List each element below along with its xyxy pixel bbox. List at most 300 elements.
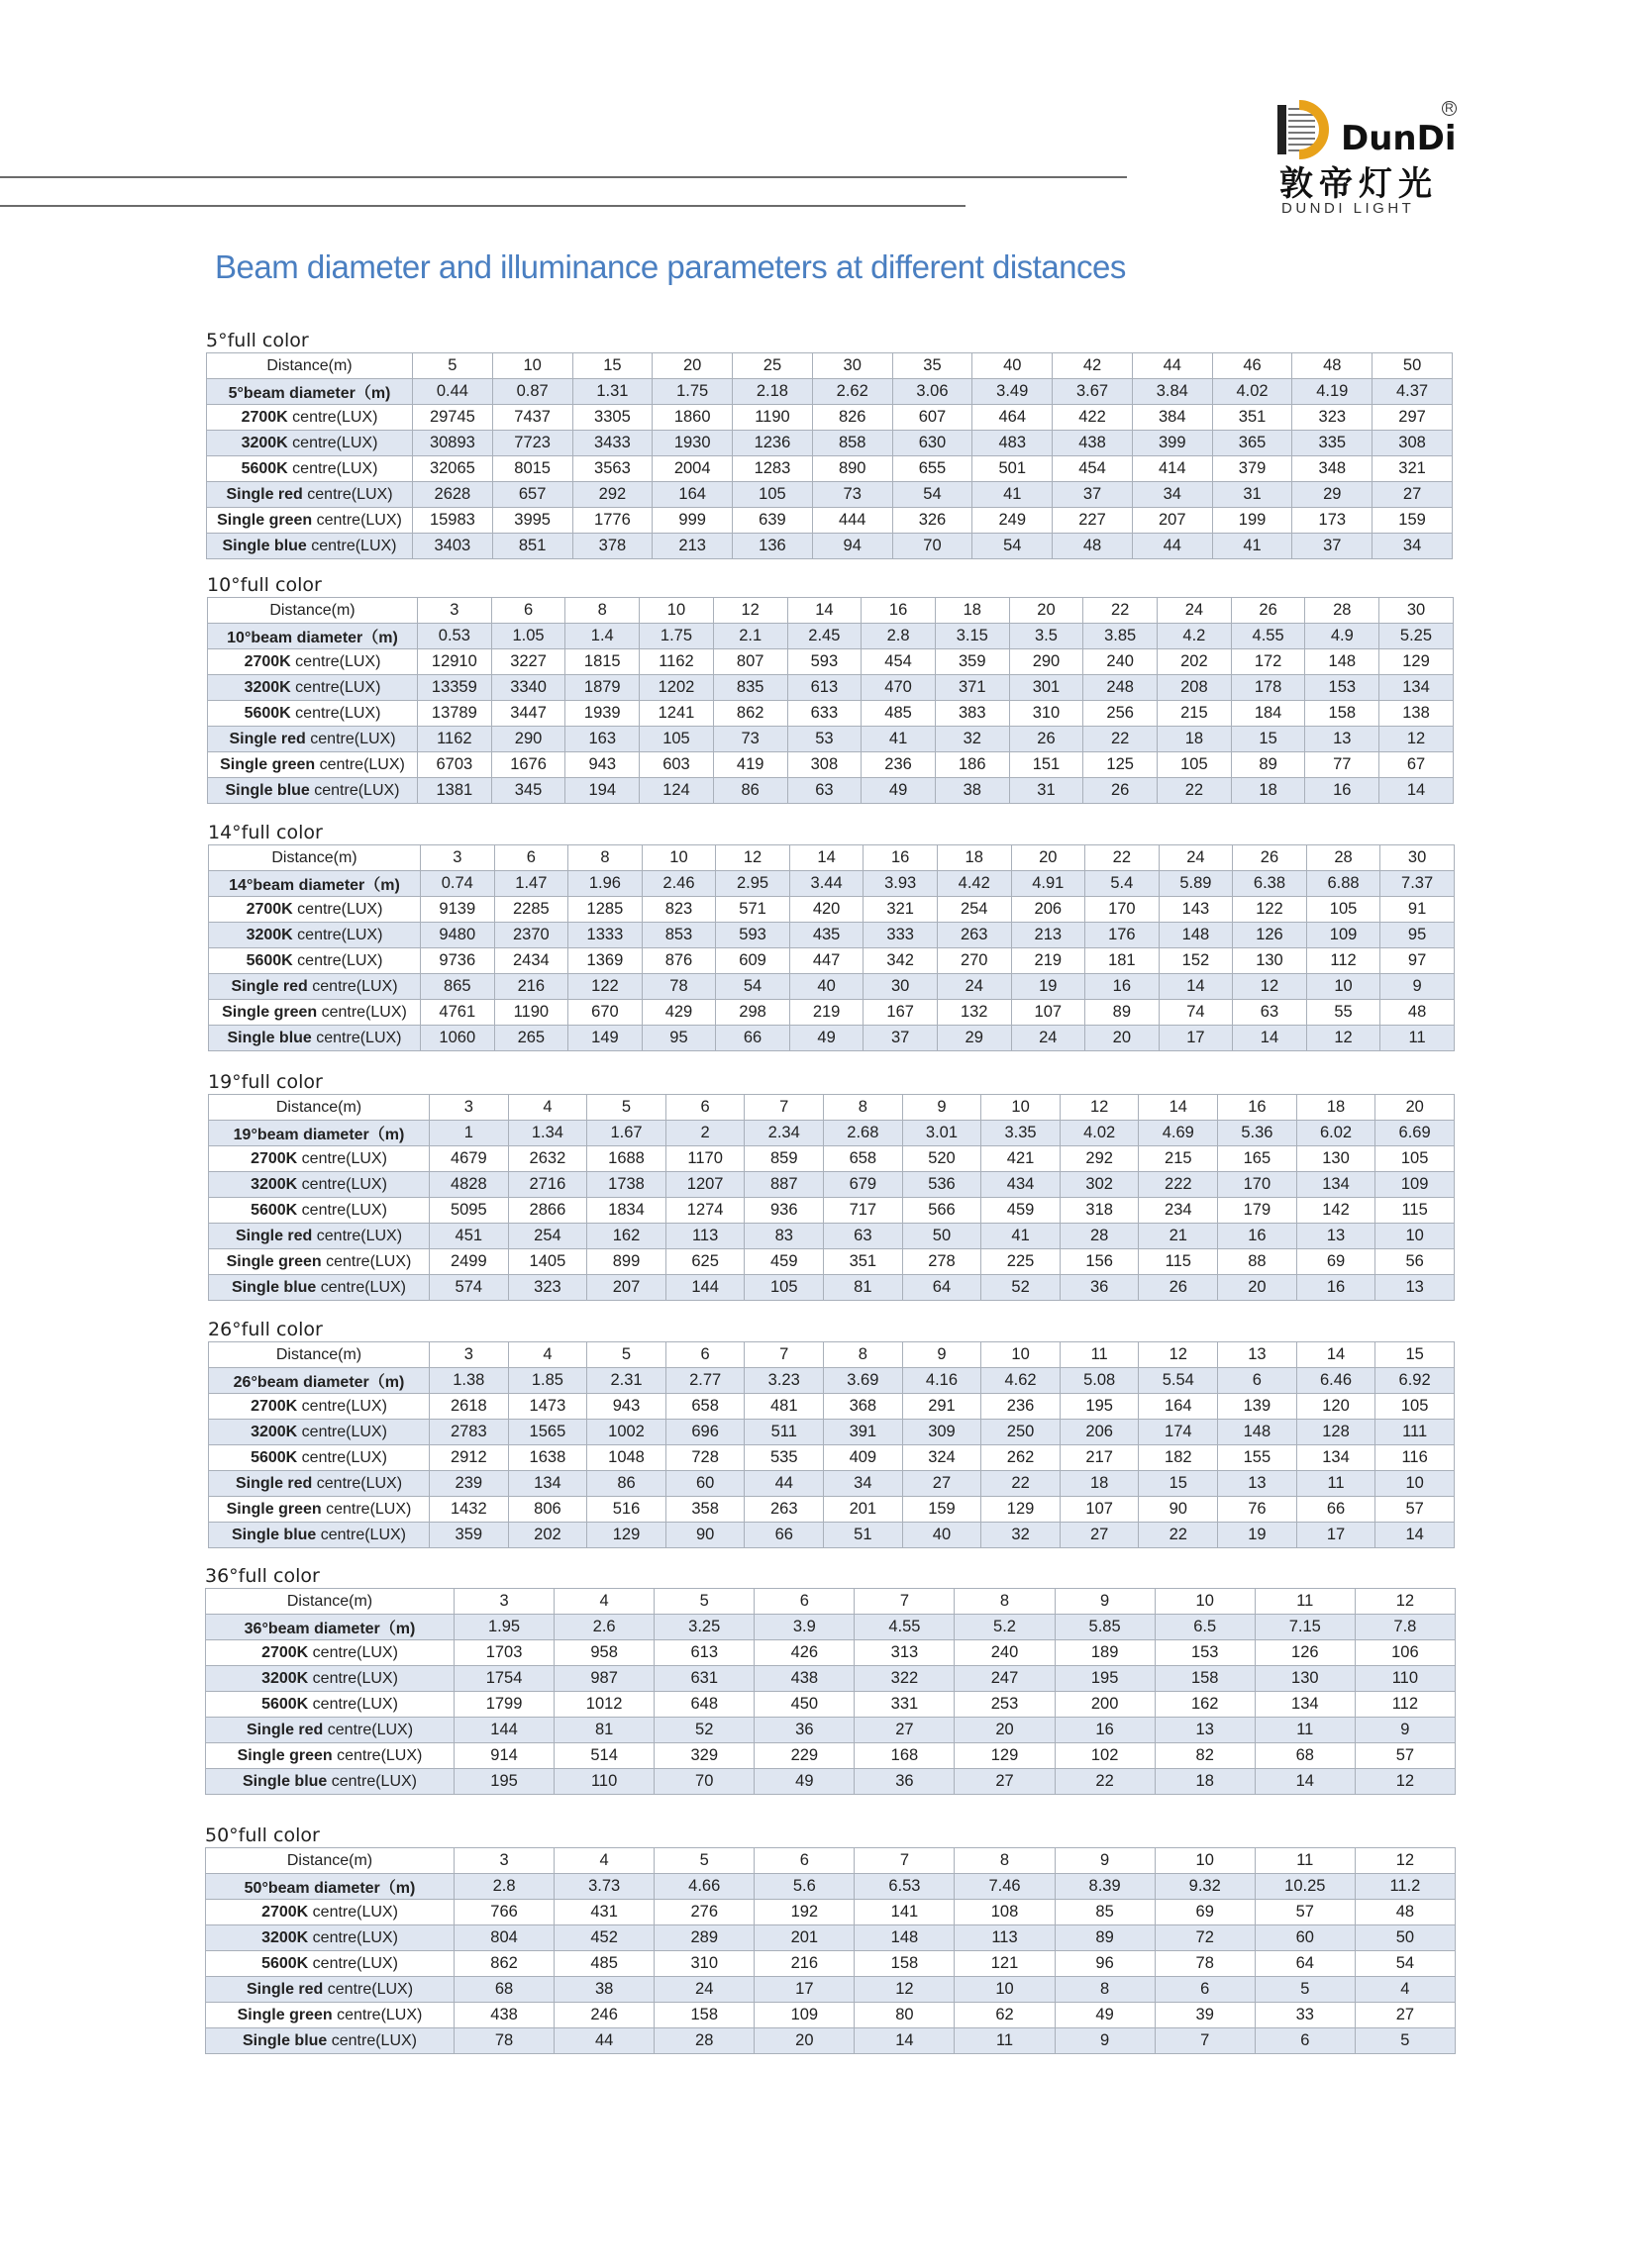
logo-brand-text: DunDi (1341, 119, 1457, 158)
table-row-beam-diameter (209, 1368, 1455, 1394)
table-cell: 41 (981, 1224, 1061, 1249)
table-cell: 15 (572, 353, 653, 379)
table-cell: 459 (981, 1198, 1061, 1224)
table-cell: 2.1 (713, 624, 787, 649)
table-cell: 6 (665, 1342, 745, 1368)
row-label: Single green centre(LUX) (207, 508, 413, 534)
table-cell: 11 (1060, 1342, 1139, 1368)
table-cell: 631 (655, 1666, 755, 1692)
table-cell: 39 (1155, 2003, 1255, 2028)
table-cell: 18 (935, 598, 1009, 624)
table-cell: 2.8 (455, 1874, 555, 1900)
table-cell: 5.54 (1139, 1368, 1218, 1394)
table-cell: 215 (1158, 701, 1232, 727)
table-cell: 16 (1085, 974, 1160, 1000)
table-row-single-green (207, 508, 1453, 534)
table-cell: 603 (640, 752, 714, 778)
table-cell: 158 (1155, 1666, 1255, 1692)
table-cell: 450 (755, 1692, 855, 1718)
table-cell: 27 (855, 1718, 955, 1743)
table-cell: 1048 (587, 1445, 666, 1471)
table-cell: 1170 (665, 1146, 745, 1172)
table-cell: 62 (955, 2003, 1055, 2028)
table-cell: 7 (745, 1095, 824, 1121)
table-cell: 887 (745, 1172, 824, 1198)
table-cell: 2285 (494, 897, 568, 923)
table-cell: 4.69 (1139, 1121, 1218, 1146)
table-cell: 227 (1053, 508, 1133, 534)
table-cell: 9 (902, 1095, 981, 1121)
table-cell: 2004 (653, 456, 733, 482)
table-cell: 302 (1060, 1172, 1139, 1198)
table-cell: 40 (902, 1523, 981, 1548)
table-row-3200k (206, 1666, 1456, 1692)
table-cell: 20 (1085, 1026, 1160, 1051)
table-row-5600k (209, 948, 1455, 974)
table-cell: 44 (745, 1471, 824, 1497)
table-cell: 6 (494, 845, 568, 871)
table-cell: 6 (1218, 1368, 1297, 1394)
table-cell: 1 (430, 1121, 509, 1146)
table-cell: 3 (455, 1589, 555, 1615)
table-row-beam-diameter (208, 624, 1454, 649)
table-cell: 3.23 (745, 1368, 824, 1394)
table-cell: 170 (1085, 897, 1160, 923)
table-row-single-red (206, 1718, 1456, 1743)
table-cell: 4.42 (937, 871, 1011, 897)
table-cell: 48 (1380, 1000, 1455, 1026)
table-cell: 4.16 (902, 1368, 981, 1394)
table-cell: 249 (972, 508, 1053, 534)
table-cell: 134 (1296, 1445, 1375, 1471)
table-cell: 435 (789, 923, 864, 948)
table-cell: 0.74 (421, 871, 495, 897)
table-cell: 1241 (640, 701, 714, 727)
table-cell: 943 (587, 1394, 666, 1420)
table-row-distance (209, 845, 1455, 871)
table-cell: 50 (1373, 353, 1453, 379)
table-cell: 1.95 (455, 1615, 555, 1640)
table-cell: 359 (935, 649, 1009, 675)
table-cell: 5.25 (1379, 624, 1454, 649)
table-cell: 10 (492, 353, 572, 379)
table-cell: 8 (955, 1589, 1055, 1615)
table-cell: 37 (1292, 534, 1373, 559)
table-cell: 1815 (565, 649, 640, 675)
table-cell: 15 (1231, 727, 1305, 752)
table-section (205, 1824, 1456, 2054)
table-cell: 17 (755, 1977, 855, 2003)
table-cell: 13 (1305, 727, 1379, 752)
row-label: Single red centre(LUX) (209, 1224, 430, 1249)
table-cell: 899 (587, 1249, 666, 1275)
table-cell: 116 (1375, 1445, 1455, 1471)
table-cell: 72 (1155, 1925, 1255, 1951)
table-cell: 109 (1306, 923, 1380, 948)
table-cell: 6.46 (1296, 1368, 1375, 1394)
table-cell: 10 (955, 1977, 1055, 2003)
table-cell: 192 (755, 1900, 855, 1925)
section-label: 26°full color (208, 1319, 323, 1340)
table-row-3200k (206, 1925, 1456, 1951)
table-cell: 80 (855, 2003, 955, 2028)
table-cell: 383 (935, 701, 1009, 727)
logo-subtitle: DUNDI LIGHT (1281, 200, 1415, 217)
table-cell: 195 (455, 1769, 555, 1795)
table-cell: 318 (1060, 1198, 1139, 1224)
table-cell: 3305 (572, 405, 653, 431)
row-label: 3200K centre(LUX) (207, 431, 413, 456)
table-cell: 126 (1233, 923, 1307, 948)
table-cell: 1.34 (508, 1121, 587, 1146)
table-cell: 10 (640, 598, 714, 624)
table-cell: 444 (812, 508, 892, 534)
table-cell: 3.49 (972, 379, 1053, 405)
table-cell: 35 (892, 353, 972, 379)
table-cell: 1754 (455, 1666, 555, 1692)
table-cell: 5095 (430, 1198, 509, 1224)
table-cell: 143 (1159, 897, 1233, 923)
table-cell: 5.2 (955, 1615, 1055, 1640)
table-cell: 1274 (665, 1198, 745, 1224)
page-title: Beam diameter and illuminance parameters at different distances (215, 248, 1126, 285)
table-cell: 69 (1296, 1249, 1375, 1275)
section-label: 10°full color (207, 574, 322, 596)
table-cell: 18 (1231, 778, 1305, 804)
table-cell: 6 (755, 1589, 855, 1615)
table-cell: 54 (892, 482, 972, 508)
table-row-single-blue (206, 2028, 1456, 2054)
table-cell: 89 (1231, 752, 1305, 778)
table-cell: 1.05 (491, 624, 565, 649)
table-cell: 3.06 (892, 379, 972, 405)
table-cell: 27 (1355, 2003, 1455, 2028)
table-cell: 7.15 (1255, 1615, 1355, 1640)
row-label: 5°beam diameter（m) (207, 379, 413, 405)
table-cell: 639 (733, 508, 813, 534)
table-cell: 66 (716, 1026, 790, 1051)
table-cell: 290 (1009, 649, 1083, 675)
table-cell: 148 (855, 1925, 955, 1951)
table-cell: 33 (1255, 2003, 1355, 2028)
table-cell: 21 (1139, 1224, 1218, 1249)
table-cell: 213 (653, 534, 733, 559)
table-cell: 2.62 (812, 379, 892, 405)
table-cell: 593 (787, 649, 862, 675)
table-cell: 6.88 (1306, 871, 1380, 897)
table-cell: 3 (430, 1095, 509, 1121)
table-cell: 333 (864, 923, 938, 948)
table-cell: 607 (892, 405, 972, 431)
table-cell: 108 (955, 1900, 1055, 1925)
table-cell: 52 (655, 1718, 755, 1743)
table-cell: 129 (587, 1523, 666, 1548)
table-cell: 14 (1296, 1342, 1375, 1368)
table-cell: 129 (955, 1743, 1055, 1769)
table-cell: 289 (655, 1925, 755, 1951)
table-cell: 1.96 (568, 871, 643, 897)
table-cell: 384 (1132, 405, 1212, 431)
table-cell: 10.25 (1255, 1874, 1355, 1900)
row-label: 5600K centre(LUX) (207, 456, 413, 482)
table-row-single-green (209, 1497, 1455, 1523)
table-cell: 34 (1132, 482, 1212, 508)
table-cell: 109 (1375, 1172, 1455, 1198)
table-cell: 3.25 (655, 1615, 755, 1640)
illuminance-table (206, 352, 1453, 559)
table-cell: 20 (653, 353, 733, 379)
table-cell: 129 (981, 1497, 1061, 1523)
table-cell: 54 (716, 974, 790, 1000)
table-cell: 186 (935, 752, 1009, 778)
table-cell: 574 (430, 1275, 509, 1301)
table-cell: 571 (716, 897, 790, 923)
table-cell: 130 (1233, 948, 1307, 974)
table-cell: 292 (1060, 1146, 1139, 1172)
table-cell: 12 (713, 598, 787, 624)
table-cell: 159 (1373, 508, 1453, 534)
table-cell: 236 (981, 1394, 1061, 1420)
table-cell: 206 (1011, 897, 1085, 923)
table-cell: 2.8 (862, 624, 936, 649)
row-label: Single blue centre(LUX) (208, 778, 418, 804)
table-cell: 20 (1011, 845, 1085, 871)
table-cell: 41 (1212, 534, 1292, 559)
table-cell: 195 (1055, 1666, 1155, 1692)
table-cell: 13 (1218, 1342, 1297, 1368)
table-cell: 105 (1375, 1394, 1455, 1420)
table-cell: 12 (1379, 727, 1454, 752)
table-cell: 12 (716, 845, 790, 871)
table-cell: 426 (755, 1640, 855, 1666)
table-cell: 8 (1055, 1977, 1155, 2003)
table-cell: 246 (555, 2003, 655, 2028)
table-cell: 83 (745, 1224, 824, 1249)
table-cell: 134 (1296, 1172, 1375, 1198)
table-row-distance (206, 1589, 1456, 1615)
table-cell: 14 (787, 598, 862, 624)
table-cell: 31 (1009, 778, 1083, 804)
table-cell: 32 (935, 727, 1009, 752)
table-cell: 239 (430, 1471, 509, 1497)
table-cell: 0.44 (413, 379, 493, 405)
table-cell: 134 (1255, 1692, 1355, 1718)
table-cell: 34 (1373, 534, 1453, 559)
table-row-2700k (206, 1900, 1456, 1925)
table-cell: 49 (789, 1026, 864, 1051)
table-cell: 6 (1255, 2028, 1355, 2054)
table-cell: 54 (972, 534, 1053, 559)
table-cell: 321 (864, 897, 938, 923)
table-cell: 12 (1355, 1589, 1455, 1615)
table-cell: 301 (1009, 675, 1083, 701)
table-cell: 378 (572, 534, 653, 559)
table-cell: 291 (902, 1394, 981, 1420)
table-cell: 64 (902, 1275, 981, 1301)
table-cell: 630 (892, 431, 972, 456)
table-cell: 4828 (430, 1172, 509, 1198)
table-cell: 250 (981, 1420, 1061, 1445)
table-cell: 3.67 (1053, 379, 1133, 405)
table-cell: 30 (812, 353, 892, 379)
table-cell: 32065 (413, 456, 493, 482)
table-cell: 112 (1306, 948, 1380, 974)
table-cell: 11 (1255, 1848, 1355, 1874)
row-label: 14°beam diameter（m) (209, 871, 421, 897)
table-cell: 122 (568, 974, 643, 1000)
table-cell: 566 (902, 1198, 981, 1224)
table-cell: 148 (1218, 1420, 1297, 1445)
table-cell: 348 (1292, 456, 1373, 482)
table-cell: 64 (1255, 1951, 1355, 1977)
table-cell: 2499 (430, 1249, 509, 1275)
table-cell: 113 (955, 1925, 1055, 1951)
row-label: 5600K centre(LUX) (209, 1198, 430, 1224)
table-cell: 421 (981, 1146, 1061, 1172)
table-cell: 30 (1379, 598, 1454, 624)
table-cell: 138 (1379, 701, 1454, 727)
table-cell: 593 (716, 923, 790, 948)
table-cell: 987 (555, 1666, 655, 1692)
table-cell: 2618 (430, 1394, 509, 1420)
table-cell: 18 (1158, 727, 1232, 752)
table-cell: 1.38 (430, 1368, 509, 1394)
table-cell: 12910 (418, 649, 492, 675)
table-cell: 6 (491, 598, 565, 624)
table-cell: 5.6 (755, 1874, 855, 1900)
table-cell: 111 (1375, 1420, 1455, 1445)
table-cell: 163 (565, 727, 640, 752)
table-cell: 276 (655, 1900, 755, 1925)
table-cell: 148 (1305, 649, 1379, 675)
table-cell: 4.66 (655, 1874, 755, 1900)
row-label: 19°beam diameter（m) (209, 1121, 430, 1146)
table-cell: 18 (937, 845, 1011, 871)
table-cell: 201 (824, 1497, 903, 1523)
row-label: Single green centre(LUX) (209, 1000, 421, 1026)
table-cell: 30893 (413, 431, 493, 456)
table-cell: 8 (824, 1342, 903, 1368)
table-cell: 5.85 (1055, 1615, 1155, 1640)
table-cell: 63 (787, 778, 862, 804)
table-cell: 6.02 (1296, 1121, 1375, 1146)
table-cell: 206 (1060, 1420, 1139, 1445)
table-cell: 120 (1296, 1394, 1375, 1420)
table-cell: 158 (855, 1951, 955, 1977)
table-cell: 438 (1053, 431, 1133, 456)
table-cell: 182 (1139, 1445, 1218, 1471)
table-row-2700k (206, 1640, 1456, 1666)
table-cell: 153 (1305, 675, 1379, 701)
table-cell: 164 (653, 482, 733, 508)
table-cell: 105 (640, 727, 714, 752)
table-cell: 34 (824, 1471, 903, 1497)
table-cell: 3433 (572, 431, 653, 456)
table-cell: 9 (1055, 1589, 1155, 1615)
table-cell: 67 (1379, 752, 1454, 778)
table-cell: 298 (716, 1000, 790, 1026)
table-cell: 213 (1011, 923, 1085, 948)
table-cell: 189 (1055, 1640, 1155, 1666)
table-cell: 3.84 (1132, 379, 1212, 405)
table-cell: 2.18 (733, 379, 813, 405)
table-cell: 105 (733, 482, 813, 508)
table-cell: 25 (733, 353, 813, 379)
table-cell: 419 (713, 752, 787, 778)
logo-chinese-text: 敦帝灯光 (1279, 164, 1438, 204)
table-cell: 1333 (568, 923, 643, 948)
table-cell: 91 (1380, 897, 1455, 923)
table-cell: 9480 (421, 923, 495, 948)
table-cell: 86 (587, 1471, 666, 1497)
table-cell: 202 (1158, 649, 1232, 675)
table-cell: 342 (864, 948, 938, 974)
table-cell: 7 (855, 1848, 955, 1874)
table-cell: 6.5 (1155, 1615, 1255, 1640)
table-cell: 520 (902, 1146, 981, 1172)
table-cell: 76 (1218, 1497, 1297, 1523)
table-cell: 429 (642, 1000, 716, 1026)
row-label: 2700K centre(LUX) (209, 1146, 430, 1172)
table-cell: 2.6 (555, 1615, 655, 1640)
table-cell: 6703 (418, 752, 492, 778)
table-cell: 679 (824, 1172, 903, 1198)
table-cell: 8015 (492, 456, 572, 482)
table-cell: 696 (665, 1420, 745, 1445)
table-cell: 7723 (492, 431, 572, 456)
table-cell: 78 (455, 2028, 555, 2054)
table-cell: 20 (1375, 1095, 1455, 1121)
table-cell: 247 (955, 1666, 1055, 1692)
table-cell: 48 (1355, 1900, 1455, 1925)
table-cell: 105 (1306, 897, 1380, 923)
table-cell: 234 (1139, 1198, 1218, 1224)
table-cell: 12 (1355, 1769, 1455, 1795)
table-cell: 2370 (494, 923, 568, 948)
section-label: 50°full color (205, 1824, 320, 1846)
table-cell: 16 (862, 598, 936, 624)
table-cell: 323 (1292, 405, 1373, 431)
table-cell: 10 (1375, 1224, 1455, 1249)
table-cell: 3.44 (789, 871, 864, 897)
table-cell: 4.62 (981, 1368, 1061, 1394)
table-cell: 717 (824, 1198, 903, 1224)
table-cell: 625 (665, 1249, 745, 1275)
table-cell: 613 (787, 675, 862, 701)
table-cell: 22 (1158, 778, 1232, 804)
table-cell: 414 (1132, 456, 1212, 482)
table-cell: 222 (1139, 1172, 1218, 1198)
table-cell: 2.46 (642, 871, 716, 897)
table-cell: 3 (421, 845, 495, 871)
table-cell: 865 (421, 974, 495, 1000)
table-cell: 658 (824, 1146, 903, 1172)
table-row-beam-diameter (209, 871, 1455, 897)
table-cell: 236 (862, 752, 936, 778)
table-cell: 16 (1218, 1095, 1297, 1121)
table-cell: 158 (1305, 701, 1379, 727)
table-cell: 78 (1155, 1951, 1255, 1977)
table-cell: 862 (455, 1951, 555, 1977)
header-rule-long (0, 176, 1127, 178)
table-cell: 41 (862, 727, 936, 752)
table-cell: 30 (864, 974, 938, 1000)
row-label: Single blue centre(LUX) (206, 2028, 455, 2054)
table-cell: 7 (745, 1342, 824, 1368)
table-cell: 308 (1373, 431, 1453, 456)
table-cell: 826 (812, 405, 892, 431)
table-cell: 422 (1053, 405, 1133, 431)
